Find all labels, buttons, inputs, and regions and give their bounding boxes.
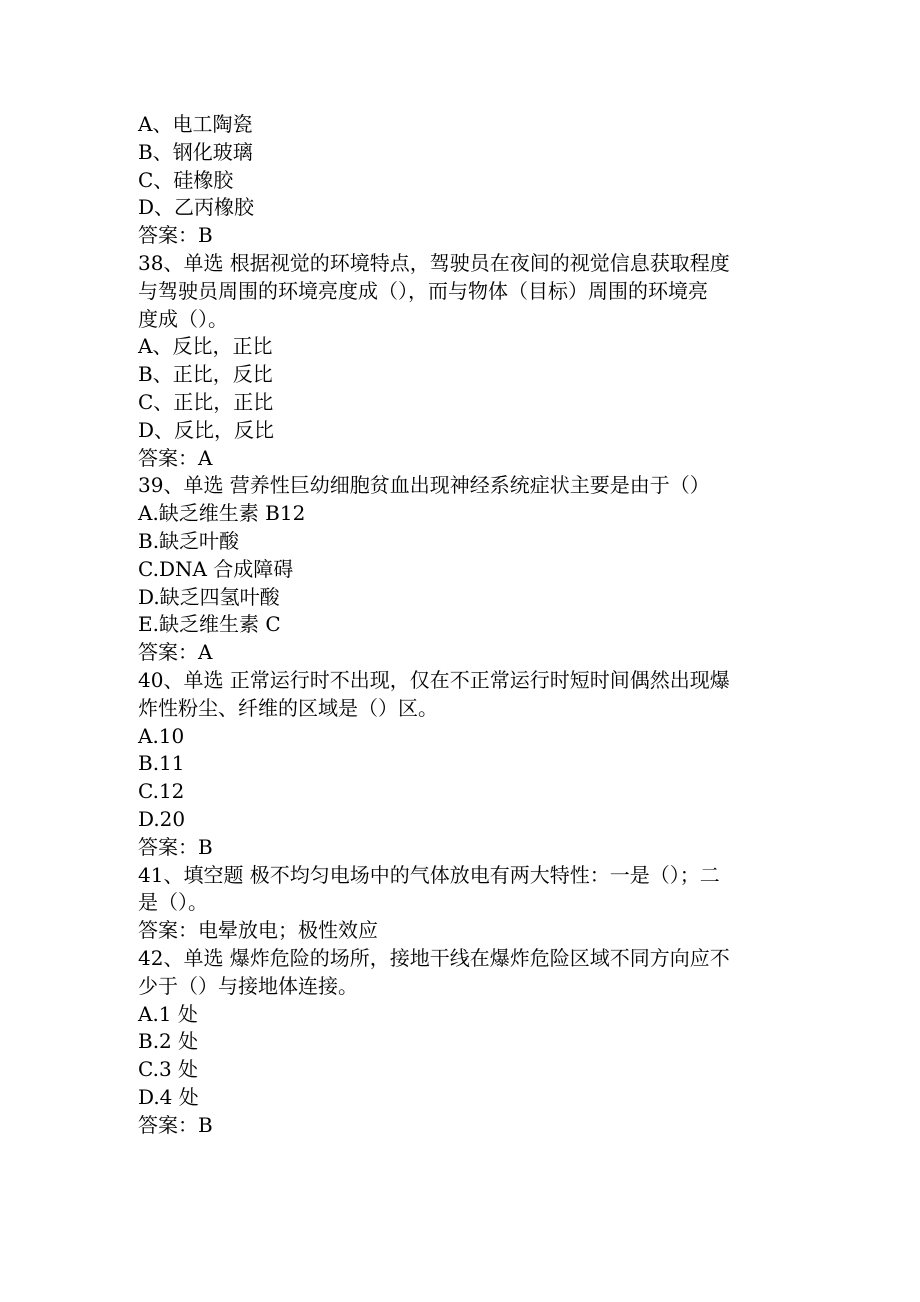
answer-q39: 答案：A — [138, 640, 213, 665]
answer-q42: 答案：B — [138, 1112, 213, 1137]
question-41-line-1: 41、填空题 极不均匀电场中的气体放电有两大特性：一是（）；二 — [138, 862, 720, 887]
answer-q37: 答案：B — [138, 223, 213, 248]
question-40-line-2: 炸性粉尘、纤维的区域是（）区。 — [138, 695, 438, 720]
option-d-q37: D、乙丙橡胶 — [138, 195, 255, 220]
question-38-line-1: 38、单选 根据视觉的环境特点，驾驶员在夜间的视觉信息获取程度 — [138, 250, 730, 275]
option-b-q39: B.缺乏叶酸 — [138, 528, 240, 553]
option-a-q40: A.10 — [138, 723, 185, 748]
option-a-q39: A.缺乏维生素 B12 — [138, 501, 306, 526]
option-b-q40: B.11 — [138, 751, 185, 776]
answer-q38: 答案：A — [138, 445, 213, 470]
option-d-q38: D、反比，反比 — [138, 417, 275, 442]
document-page — [138, 111, 778, 1139]
option-d-q39: D.缺乏四氢叶酸 — [138, 584, 280, 609]
question-38-line-3: 度成（）。 — [138, 306, 228, 331]
option-b-q38: B、正比，反比 — [138, 362, 273, 387]
option-d-q42: D.4 处 — [138, 1084, 199, 1109]
question-42-line-2: 少于（）与接地体连接。 — [138, 973, 358, 998]
question-41-line-2: 是（）。 — [138, 890, 208, 915]
option-c-q42: C.3 处 — [138, 1057, 199, 1082]
option-b-q37: B、钢化玻璃 — [138, 139, 253, 164]
option-a-q37: A、电工陶瓷 — [138, 112, 253, 136]
question-40-line-1: 40、单选 正常运行时不出现，仅在不正常运行时短时间偶然出现爆 — [138, 667, 730, 692]
answer-q41: 答案：电晕放电；极性效应 — [138, 918, 378, 943]
option-a-q42: A.1 处 — [138, 1001, 198, 1026]
option-c-q39: C.DNA 合成障碍 — [138, 556, 294, 581]
question-38-line-2: 与驾驶员周围的环境亮度成（），而与物体（目标）周围的环境亮 — [138, 278, 708, 303]
option-a-q38: A、反比，正比 — [138, 334, 273, 359]
option-b-q42: B.2 处 — [138, 1029, 199, 1054]
option-d-q40: D.20 — [138, 806, 186, 831]
option-c-q40: C.12 — [138, 779, 185, 804]
question-42-line-1: 42、单选 爆炸危险的场所，接地干线在爆炸危险区域不同方向应不 — [138, 945, 730, 970]
question-39: 39、单选 营养性巨幼细胞贫血出现神经系统症状主要是由于（） — [138, 473, 710, 498]
option-c-q37: C、硅橡胶 — [138, 167, 234, 192]
option-c-q38: C、正比，正比 — [138, 389, 274, 414]
answer-q40: 答案：B — [138, 834, 213, 859]
option-e-q39: E.缺乏维生素 C — [138, 612, 281, 637]
